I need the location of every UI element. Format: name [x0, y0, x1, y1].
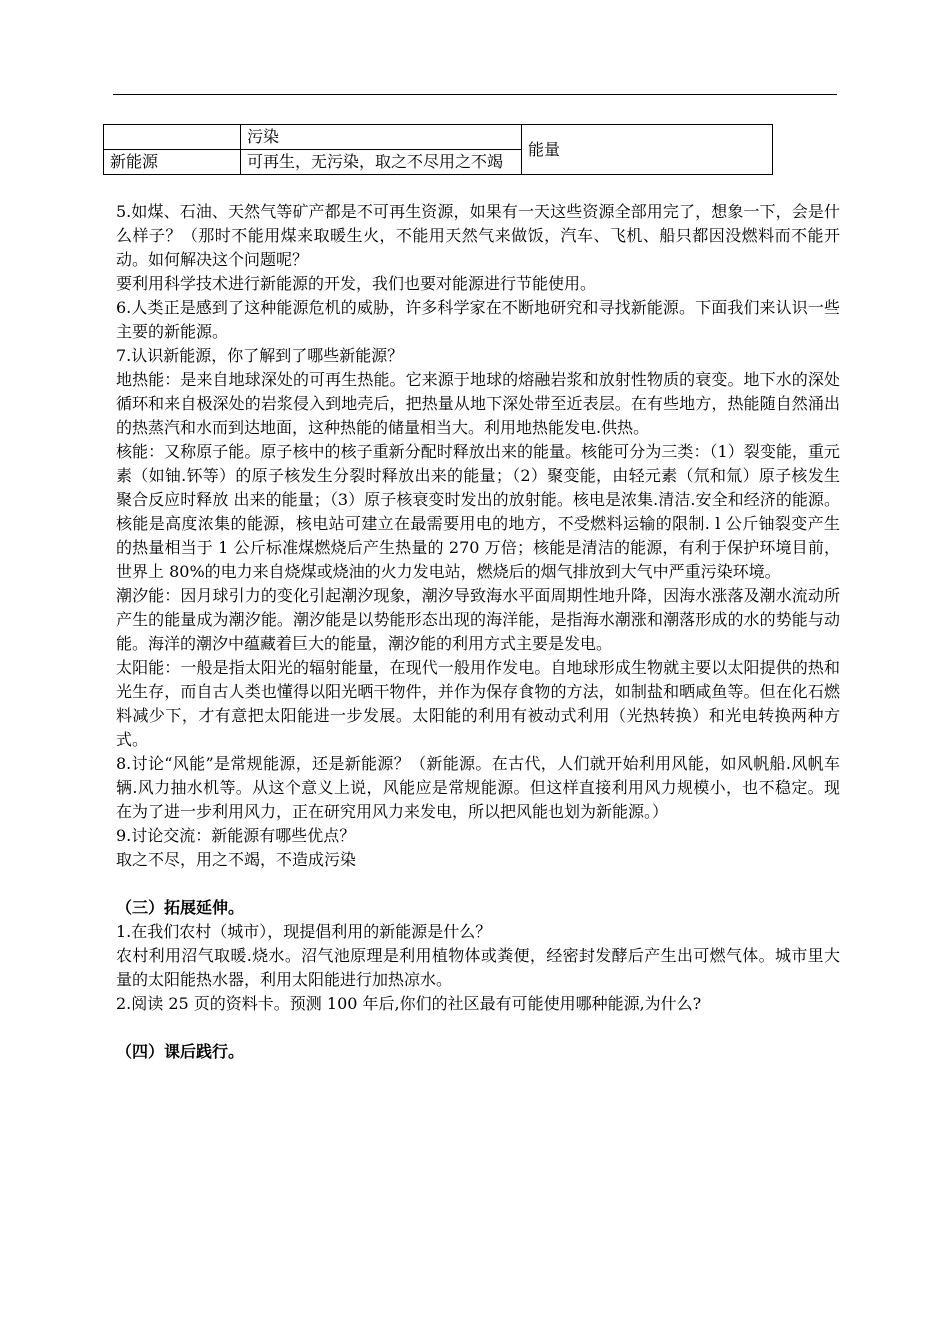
- paragraph-tidal: 潮汐能：因月球引力的变化引起潮汐现象，潮汐导致海水平面周期性地升降，因海水涨落及潮水流动所产生的能量成为潮汐能。潮汐能是以势能形态出现的海洋能，是指海水潮涨和潮落形成的水的势能与动能。海洋的潮汐中蕴藏着巨大的能量，潮汐能的利用方式主要是发电。: [116, 586, 840, 653]
- document-body: [116, 200, 840, 1064]
- table-cell: 可再生，无污染，取之不尽用之不竭: [241, 150, 522, 175]
- paragraph-solar: 太阳能：一般是指太阳光的辐射能量，在现代一般用作发电。自地球形成生物就主要以太阳提供的热和光生存，而自古人类也懂得以阳光晒干物件，并作为保存食物的方法，如制盐和晒咸鱼等。但在化石燃料减少下，才有意把太阳能进一步发展。太阳能的利用有被动式利用（光热转换）和光电转换两种方式。: [116, 658, 840, 749]
- section-heading: （四）课后践行。: [116, 1042, 245, 1061]
- paragraph: 5.如煤、石油、天然气等矿产都是不可再生资源，如果有一天这些资源全部用完了，想象一下，会是什么样子？（那时不能用煤来取暖生火，不能用天然气来做饭，汽车、飞机、船只都因没燃料而不能开动。如何解决这个问题呢？: [116, 202, 840, 269]
- table-cell: [104, 125, 241, 150]
- paragraph-nuclear: 核能：又称原子能。原子核中的核子重新分配时释放出来的能量。核能可分为三类：（1）裂变能，重元素（如铀.钚等）的原子核发生分裂时释放出来的能量；（2）聚变能，由轻元素（氘和氚）原子核发生聚合反应时释放 出来的能量；（3）原子核衰变时发出的放射能。核电是浓集.清洁.安全和经济的能源。核能是高度浓集的能源，核电站可建立在最需要用电的地方，不受燃料运输的限制. l 公斤铀裂变产生的热量相当于 1 公斤标准煤燃烧后产生热量的 270 万倍；核能是清洁的能源，有利于保护环境目前，世界上 80%的电力来自烧煤或烧油的火力发电站，燃烧后的烟气排放到大气中严重污染环境。: [116, 442, 840, 581]
- table-row: [104, 125, 773, 150]
- paragraph: 取之不尽，用之不竭，不造成污染: [116, 850, 357, 869]
- table-cell: 污染: [241, 125, 522, 150]
- table-cell-new-energy: 新能源: [104, 150, 241, 175]
- section-heading: （三）拓展延伸。: [116, 898, 245, 917]
- table-cell: 能量: [522, 125, 773, 175]
- paragraph: 9.讨论交流：新能源有哪些优点？: [116, 826, 356, 845]
- paragraph: 1.在我们农村（城市），现提倡利用的新能源是什么？: [116, 922, 492, 941]
- paragraph: 2.阅读 25 页的资料卡。预测 100 年后,你们的社区最有可能使用哪种能源,为什么?: [116, 994, 702, 1013]
- energy-table: [103, 124, 773, 175]
- paragraph: 6.人类正是感到了这种能源危机的威胁，许多科学家在不断地研究和寻找新能源。下面我们来认识一些主要的新能源。: [116, 298, 840, 341]
- paragraph: 要利用科学技术进行新能源的开发，我们也要对能源进行节能使用。: [116, 274, 597, 293]
- paragraph: 8.讨论“风能”是常规能源，还是新能源？（新能源。在古代，人们就开始利用风能，如风帆船.风帆车辆.风力抽水机等。从这个意义上说，风能应是常规能源。但这样直接利用风力规模小，也不稳定。现在为了进一步利用风力，正在研究用风力来发电，所以把风能也划为新能源。）: [116, 754, 840, 821]
- header-rule: [113, 94, 837, 95]
- paragraph: 7.认识新能源，你了解到了哪些新能源？: [116, 346, 404, 365]
- paragraph-geothermal: 地热能：是来自地球深处的可再生热能。它来源于地球的熔融岩浆和放射性物质的衰变。地下水的深处循环和来自极深处的岩浆侵入到地壳后，把热量从地下深处带至近表层。在有些地方，热能随自然涌出的热蒸汽和水而到达地面，这种热能的储量相当大。利用地热能发电.供热。: [116, 370, 840, 437]
- paragraph: 农村利用沼气取暖.烧水。沼气池原理是利用植物体或粪便，经密封发酵后产生出可燃气体。城市里大量的太阳能热水器，利用太阳能进行加热凉水。: [116, 946, 840, 989]
